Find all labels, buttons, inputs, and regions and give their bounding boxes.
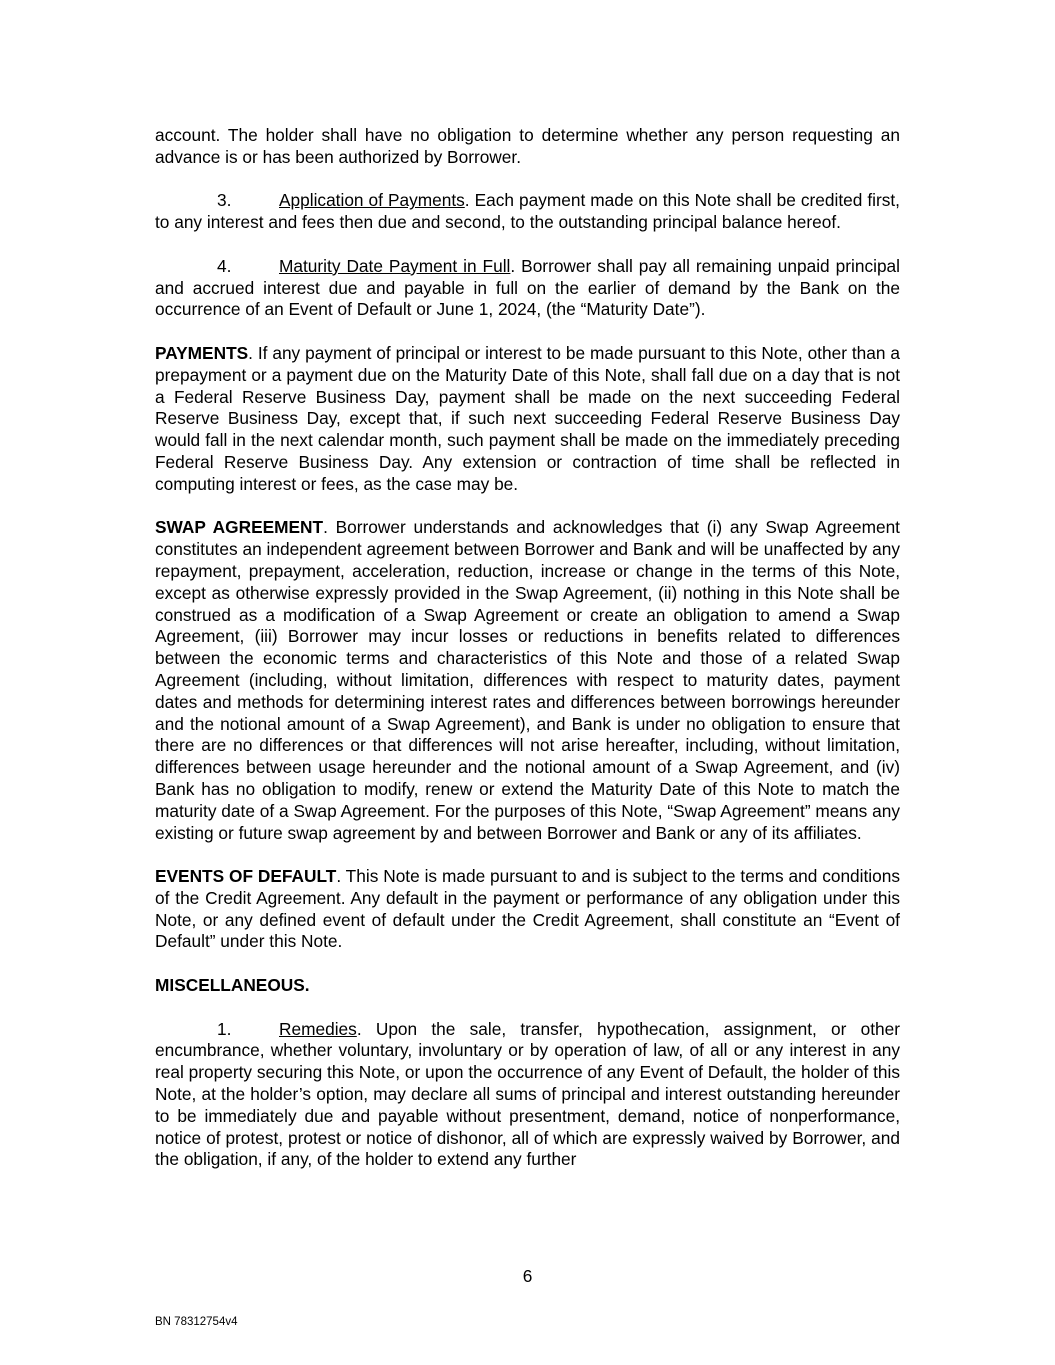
section-text: . Borrower understands and acknowledges that (i) any Swap Agreement constitutes an independent agreement between Borrower and Bank and will be unaffected by any repayment, prepayment, acceleration, reduction, increase or change in the terms of this Note, except as otherwise expressly provided in the Swap Agreement, (ii) nothing in this Note shall be construed as a modification of a Swap Agreement or create an obligation to amend a Swap Agreement, (iii) Borrower may incur losses or reductions in benefits related to differences between the economic terms and characteristics of this Note and those of a related Swap Agreement (including, without limitation, differences with respect to maturity dates, payment dates and methods for determining interest rates and differences between borrowings hereunder and the notional amount of a Swap Agreement), and Bank is under no obligation to ensure that there are no differences or that differences will not arise hereafter, including, without limitation, differences between usage hereunder and the notional amount of a Swap Agreement, and (iv) Bank has no obligation to modify, renew or extend the Maturity Date of this Note to match the maturity date of a Swap Agreement. For the purposes of this Note, “Swap Agreement” means any existing or future swap agreement by and between Borrower and Bank or any of its affiliates. [155,517,900,843]
item-text: . Borrower shall pay all remaining unpaid principal and accrued interest due and payable in full on the earlier of demand by the Bank on the occurrence of an Event of Default or June 1, 2024, (the “Maturity Date”). [155,255,901,320]
section-heading-events-of-default: EVENTS OF DEFAULT [155,866,337,887]
section-payments [155,343,900,496]
section-heading-payments: PAYMENTS [155,342,249,363]
item-number: 4. [217,255,232,276]
item-text: . Upon the sale, transfer, hypothecation, assignment, or other encumbrance, whether voluntary, involuntary or by operation of law, of all or any interest in any real property securing this Note, or upon the occurrence of any Event of Default, the holder of this Note, at the holder’s option, may declare all sums of principal and interest outstanding hereunder to be immediately due and payable without presentment, demand, notice of nonperformance, notice of protest, protest or notice of dishonor, all of which are expressly waived by Borrower, and the obligation, if any, of the holder to extend any further [155,1018,900,1170]
document-id: BN 78312754v4 [155,1316,238,1328]
item-title-remedies: Remedies [279,1018,357,1039]
section-heading-miscellaneous: MISCELLANEOUS. [155,975,310,996]
paragraph-remedies [155,1019,900,1172]
paragraph-application-of-payments [155,190,900,234]
section-events-of-default [155,866,900,953]
document-body [155,125,900,1193]
paragraph-maturity-date-payment [155,256,900,321]
paragraph-account: account. The holder shall have no obligation to determine whether any person requesting an advance is or has been authorized by Borrower. [155,125,900,167]
item-title-maturity-date-payment: Maturity Date Payment in Full [279,255,511,276]
section-heading-swap-agreement: SWAP AGREEMENT [155,517,324,538]
item-number: 1. [217,1018,232,1039]
section-swap-agreement [155,517,900,844]
page-number: 6 [522,1266,533,1286]
section-text: . If any payment of principal or interest to be made pursuant to this Note, other than a prepayment or a payment due on the Maturity Date of this Note, shall fall due on a day that is not a Federal Reserve Business Day, payment shall be made on the next succeeding Federal Reserve Business Day, except that, if such next succeeding Federal Reserve Business Day would fall in the next calendar month, such payment shall be made on the immediately preceding Federal Reserve Business Day. Any extension or contraction of time shall be reflected in computing interest or fees, as the case may be. [155,342,900,494]
item-text: . Each payment made on this Note shall be credited first, to any interest and fees then due and second, to the outstanding principal balance hereof. [155,190,900,233]
section-text: . This Note is made pursuant to and is subject to the terms and conditions of the Credit Agreement. Any default in the payment or performance of any obligation under this Note, or any defined event of default under the Credit Agreement, shall constitute an “Event of Default” under this Note. [155,866,901,952]
item-number: 3. [217,190,232,211]
item-title-application-of-payments: Application of Payments [279,190,465,211]
